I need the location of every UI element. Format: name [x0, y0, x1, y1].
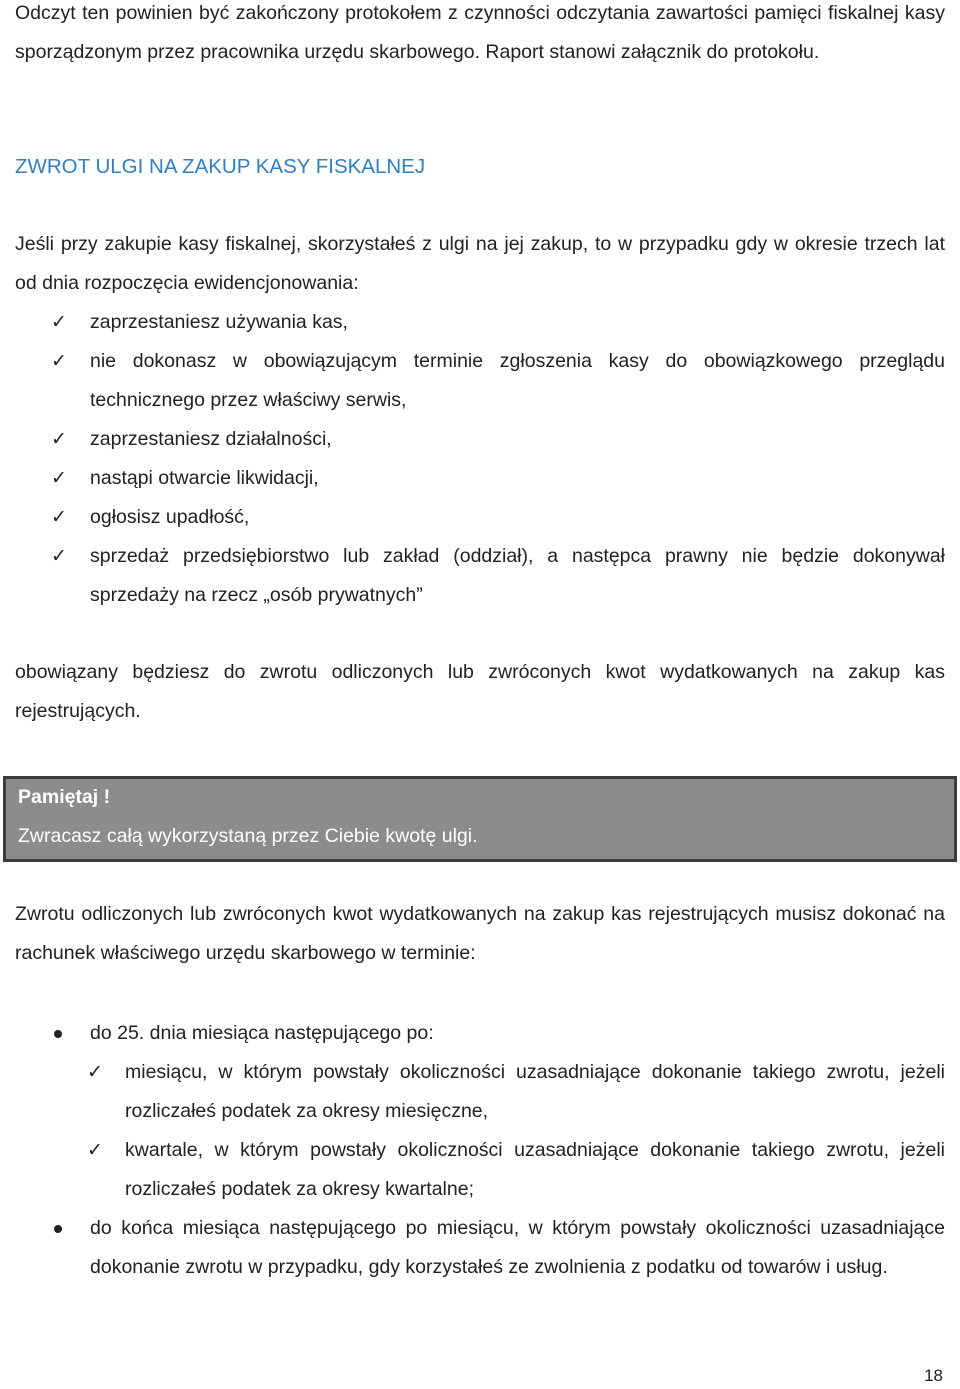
list-item-text: zaprzestaniesz używania kas,	[90, 311, 348, 333]
list-item-text: sprzedaż przedsiębiorstwo lub zakład (oddział), a następca prawny nie będzie dokonywał sprzedaży na rzecz „osób prywatnych”	[90, 545, 945, 606]
obligation-paragraph: obowiązany będziesz do zwrotu odliczonych lub zwróconych kwot wydatkowanych na zakup kas rejestrujących.	[15, 661, 945, 722]
conditions-intro-paragraph: Jeśli przy zakupie kasy fiskalnej, skorzystałeś z ulgi na jej zakup, to w przypadku gdy w okresie trzech lat od dnia rozpoczęcia ewidencjonowania:	[15, 233, 945, 294]
conditions-list	[15, 303, 945, 615]
section-heading: ZWROT ULGI NA ZAKUP KASY FISKALNEJ	[15, 155, 426, 178]
deadlines-list	[15, 1014, 945, 1287]
page-number: 18	[924, 1366, 943, 1385]
checkmark-icon: ✓	[51, 350, 67, 372]
callout-text: Zwracasz całą wykorzystaną przez Ciebie kwotę ulgi.	[18, 825, 478, 847]
reminder-callout	[3, 776, 957, 862]
list-item-text: zaprzestaniesz działalności,	[90, 428, 332, 450]
list-item	[15, 303, 945, 342]
list-item-text: ogłosisz upadłość,	[90, 506, 250, 528]
list-item	[15, 1014, 945, 1209]
checkmark-icon: ✓	[87, 1139, 103, 1161]
list-item	[15, 420, 945, 459]
checkmark-icon: ✓	[51, 467, 67, 489]
callout-title: Pamiętaj !	[18, 786, 111, 808]
checkmark-icon: ✓	[51, 545, 67, 567]
intro-paragraph: Odczyt ten powinien być zakończony protokołem z czynności odczytania zawartości pamięci fiskalnej kasy sporządzonym przez pracownika urzędu skarbowego. Raport stanowi załącznik do protokołu.	[15, 2, 945, 63]
checkmark-icon: ✓	[51, 311, 67, 333]
checkmark-icon: ✓	[51, 506, 67, 528]
list-item	[15, 459, 945, 498]
list-item-text: miesiącu, w którym powstały okoliczności uzasadniające dokonanie takiego zwrotu, jeżeli rozliczałeś podatek za okresy miesięczne,	[125, 1061, 945, 1122]
list-item	[15, 537, 945, 615]
list-item-text: do końca miesiąca następującego po miesiącu, w którym powstały okoliczności uzasadniające dokonanie zwrotu w przypadku, gdy korzystałeś ze zwolnienia z podatku od towarów i usług.	[90, 1217, 945, 1278]
checkmark-icon: ✓	[87, 1061, 103, 1083]
list-item-text: nastąpi otwarcie likwidacji,	[90, 467, 319, 489]
list-item-text: nie dokonasz w obowiązującym terminie zgłoszenia kasy do obowiązkowego przeglądu technicznego przez właściwy serwis,	[90, 350, 945, 411]
list-item-text: do 25. dnia miesiąca następującego po:	[90, 1022, 434, 1044]
checkmark-icon: ✓	[51, 428, 67, 450]
deadline-intro-paragraph: Zwrotu odliczonych lub zwróconych kwot wydatkowanych na zakup kas rejestrujących musisz dokonać na rachunek właściwego urzędu skarbowego w terminie:	[15, 903, 945, 964]
bullet-icon	[54, 1030, 62, 1038]
list-item	[15, 498, 945, 537]
bullet-icon	[54, 1225, 62, 1233]
list-item	[15, 1131, 945, 1209]
list-item	[15, 1209, 945, 1287]
list-item-text: kwartale, w którym powstały okoliczności uzasadniające dokonanie takiego zwrotu, jeżeli rozliczałeś podatek za okresy kwartalne;	[125, 1139, 945, 1200]
list-item	[15, 342, 945, 420]
list-item	[15, 1053, 945, 1131]
deadline-sub-list	[15, 1053, 945, 1209]
